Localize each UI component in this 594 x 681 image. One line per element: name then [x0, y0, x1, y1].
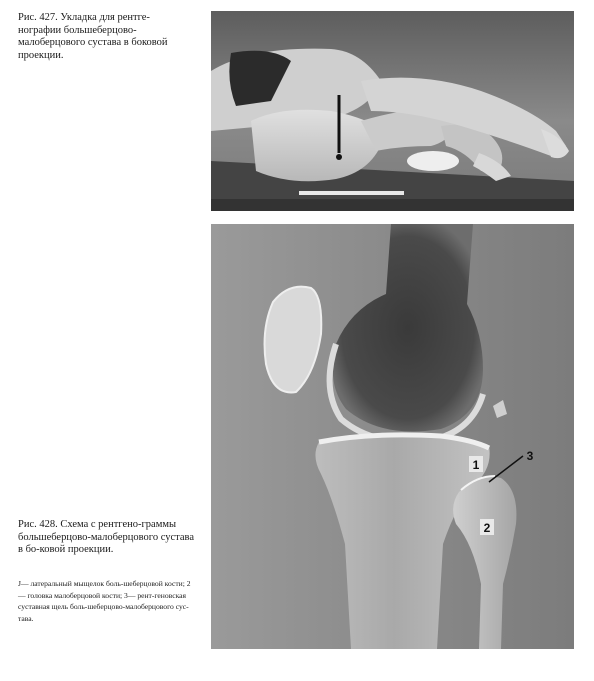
- marker-3: 3: [526, 449, 534, 463]
- marker-1: 1: [472, 458, 480, 472]
- figure-428-legend: J— латеральный мыщелок боль-шеберцовой кости; 2— головка малоберцовой кости; 3— рент-геновская суставная щель боль-шеберцово-малоберцового сус-тава.: [18, 579, 191, 624]
- figure-427-photo: [211, 11, 574, 211]
- figure-428-xray: [211, 224, 574, 649]
- figure-427-caption: Рис. 427. Укладка для рентге-нографии большеберцово-малоберцового сустава в боковой проекции.: [18, 12, 168, 61]
- marker-2: 2: [483, 521, 491, 535]
- figure-428-caption: Рис. 428. Схема с рентгено-граммы большеберцово-малоберцового сустава в бо-ковой проекции.: [18, 519, 194, 556]
